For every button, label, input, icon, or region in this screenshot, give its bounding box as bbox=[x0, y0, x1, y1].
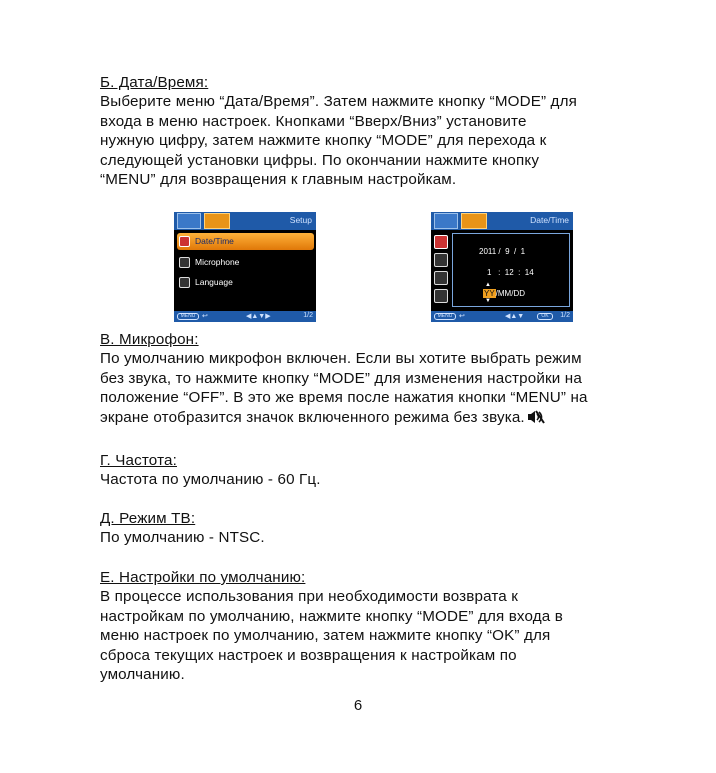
return-arrow-icon: ↩ bbox=[202, 313, 208, 320]
menu-button-icon: MENU bbox=[177, 313, 199, 320]
ok-button-icon: OK bbox=[537, 313, 553, 320]
time-value: 1 : 12 : 14 bbox=[487, 268, 534, 277]
screen-top-bar bbox=[174, 212, 316, 230]
date-time-screen bbox=[431, 212, 573, 322]
section-heading: Е. Настройки по умолчанию: bbox=[100, 569, 306, 586]
section-default-settings: Е. Настройки по умолчанию: В процессе использования при необходимости возврата к настройкам по умолчанию, нажмите кнопку “MODE” для входа в меню настроек по умолчанию, затем нажмите кнопку “OK” для сброса текущих настроек и возвращения к настройкам по умолчанию. bbox=[100, 568, 660, 684]
section-microphone: В. Микрофон: По умолчанию микрофон включен. Если вы хотите выбрать режим без звука, то нажмите кнопку “MODE” для изменения настройки на положение “OFF”. В это же время после нажатия кнопки “MENU” на экране отобразится значок включенного режима без звука. bbox=[100, 330, 660, 427]
date-format-rest: /MM/DD bbox=[495, 289, 525, 298]
date-time-panel bbox=[452, 233, 570, 307]
section-date-time: Б. Дата/Время: Выберите меню “Дата/Время”. Затем нажмите кнопку “MODE” для входа в меню настроек. Кнопками “Вверх/Вниз” установите нужную цифру, затем нажмите кнопку “MODE” для перехода к следующей установки цифры. По окончании нажмите кнопку “MENU” для возвращения к главным настройкам. bbox=[100, 73, 660, 189]
language-icon bbox=[179, 277, 190, 288]
screen-title: Setup bbox=[289, 215, 312, 225]
screen-bottom-bar bbox=[174, 311, 316, 322]
setup-tab-icon bbox=[204, 213, 230, 229]
menu-item-date-time: Date/Time bbox=[177, 233, 314, 250]
date-format bbox=[483, 289, 525, 298]
section-heading: В. Микрофон: bbox=[100, 331, 199, 348]
setup-tab-icon bbox=[461, 213, 487, 229]
page-indicator: 1/2 bbox=[560, 312, 570, 319]
microphone-icon bbox=[179, 257, 190, 268]
last-line-with-icon: экране отобразится значок включенного режима без звука. bbox=[100, 408, 660, 427]
clock-icon bbox=[179, 236, 190, 247]
navigation-arrows-icon: ◀▲▼▶ bbox=[246, 313, 271, 320]
section-frequency: Г. Частота: Частота по умолчанию - 60 Гц. bbox=[100, 451, 660, 490]
microphone-icon bbox=[434, 271, 448, 285]
menu-item-language: Language bbox=[177, 274, 314, 291]
mute-icon bbox=[527, 410, 545, 424]
setup-menu-screen bbox=[174, 212, 316, 322]
date-format-selected: YY bbox=[484, 289, 495, 298]
power-icon bbox=[434, 253, 448, 267]
screen-top-bar bbox=[431, 212, 573, 230]
section-heading: Б. Дата/Время: bbox=[100, 74, 209, 91]
camera-tab-icon bbox=[434, 213, 458, 229]
navigation-arrows-icon: ◀▲▼ bbox=[505, 313, 525, 320]
screen-bottom-bar bbox=[431, 311, 573, 322]
section-tv-mode: Д. Режим ТВ: По умолчанию - NTSC. bbox=[100, 509, 660, 548]
down-arrow-icon: ▼ bbox=[485, 298, 491, 304]
clock-icon bbox=[434, 235, 448, 249]
up-arrow-icon: ▲ bbox=[485, 282, 491, 288]
camera-tab-icon bbox=[177, 213, 201, 229]
page-number: 6 bbox=[353, 697, 363, 714]
menu-button-icon: MENU bbox=[434, 313, 456, 320]
section-heading: Д. Режим ТВ: bbox=[100, 510, 196, 527]
return-arrow-icon: ↩ bbox=[459, 313, 465, 320]
screen-title: Date/Time bbox=[530, 215, 569, 225]
page-indicator: 1/2 bbox=[303, 312, 313, 319]
language-icon bbox=[434, 289, 448, 303]
section-heading: Г. Частота: bbox=[100, 452, 177, 469]
date-value: 2011 / 9 / 1 bbox=[479, 247, 526, 256]
menu-item-microphone: Microphone bbox=[177, 254, 314, 271]
